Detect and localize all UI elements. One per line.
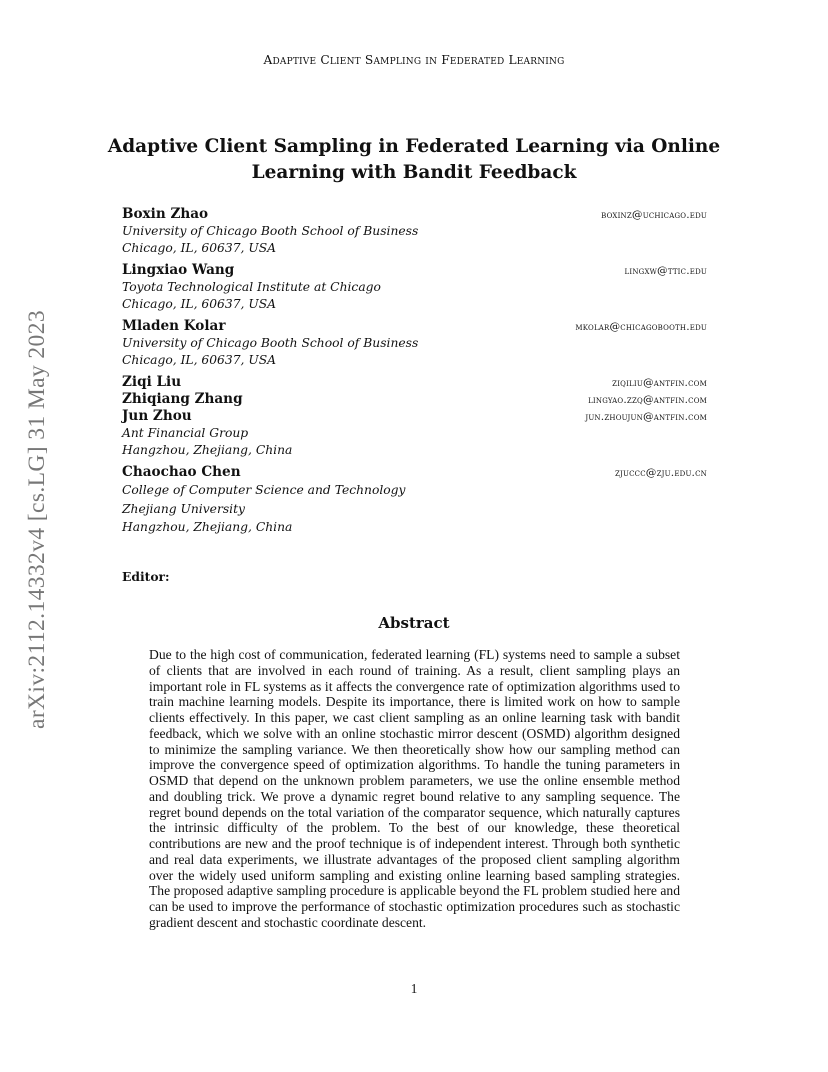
author-address: Chicago, IL, 60637, USA bbox=[122, 353, 277, 367]
arxiv-stamp bbox=[22, 279, 52, 760]
author-name: Ziqi Liu bbox=[122, 374, 182, 390]
author-email: boxinz@uchicago.edu bbox=[601, 209, 707, 221]
author-name: Jun Zhou bbox=[122, 408, 192, 424]
author-email: mkolar@chicagobooth.edu bbox=[575, 321, 707, 333]
author-block bbox=[122, 262, 707, 313]
abstract-heading: Abstract bbox=[378, 614, 450, 632]
author-affiliation: College of Computer Science and Technology bbox=[122, 483, 406, 497]
paper-title bbox=[100, 134, 728, 186]
author-block bbox=[122, 318, 707, 369]
author-name: Boxin Zhao bbox=[122, 206, 209, 222]
author-address: Hangzhou, Zhejiang, China bbox=[122, 520, 293, 534]
author-affiliation: University of Chicago Booth School of Business bbox=[122, 336, 419, 350]
author-block bbox=[122, 206, 707, 257]
author-block-group bbox=[122, 374, 707, 459]
author-name: Chaochao Chen bbox=[122, 464, 241, 480]
author-affiliation: Ant Financial Group bbox=[122, 426, 249, 440]
author-affiliation: Toyota Technological Institute at Chicago bbox=[122, 280, 381, 294]
author-address: Hangzhou, Zhejiang, China bbox=[122, 443, 293, 457]
author-email: lingyao.zzq@antfin.com bbox=[588, 394, 707, 406]
editor-label: Editor: bbox=[122, 569, 170, 584]
author-name: Lingxiao Wang bbox=[122, 262, 235, 278]
author-name: Zhiqiang Zhang bbox=[122, 391, 243, 407]
author-email: ziqiliu@antfin.com bbox=[612, 377, 707, 389]
author-affiliation: Zhejiang University bbox=[122, 501, 245, 516]
title-line: Learning with Bandit Feedback bbox=[251, 162, 577, 183]
author-block bbox=[122, 464, 707, 537]
author-affiliation: University of Chicago Booth School of Business bbox=[122, 224, 419, 238]
page-number: 1 bbox=[410, 981, 418, 996]
abstract-body: Due to the high cost of communication, federated learning (FL) systems need to sample a subset of clients that are involved in each round of training. As a result, client sampling plays an important role in FL systems as it affects the convergence rate of optimization algorithms used to train machine learning models. Despite its importance, there is limited work on how to sample clients effectively. In this paper, we cast client sampling as an online learning task with bandit feedback, which we solve with an online stochastic mirror descent (OSMD) algorithm designed to minimize the sampling variance. We then theoretically show how our sampling method can improve the convergence speed of optimization algorithms. To handle the tuning parameters in OSMD that depend on the unknown problem parameters, we use the online ensemble method and doubling trick. We prove a dynamic regret bound relative to any sampling sequence. The regret bound depends on the total variation of the comparator sequence, which naturally captures the intrinsic difficulty of the problem. To the best of our knowledge, these theoretical contributions are new and the proof technique is of independent interest. Through both synthetic and real data experiments, we illustrate advantages of the proposed client sampling algorithm over the widely used uniform sampling and existing online learning based sampling strategies. The proposed adaptive sampling procedure is applicable beyond the FL problem studied here and can be used to improve the performance of stochastic optimization procedures such as stochastic gradient descent and stochastic coordinate descent. bbox=[149, 647, 680, 930]
author-email: zjuccc@zju.edu.cn bbox=[614, 467, 707, 479]
author-name: Mladen Kolar bbox=[122, 318, 226, 334]
author-email: jun.zhoujun@antfin.com bbox=[585, 411, 707, 423]
title-line: Adaptive Client Sampling in Federated Learning via Online bbox=[107, 136, 721, 157]
author-address: Chicago, IL, 60637, USA bbox=[122, 297, 277, 311]
author-email: lingxw@ttic.edu bbox=[624, 265, 707, 277]
running-head: Adaptive Client Sampling in Federated Learning bbox=[263, 53, 565, 67]
arxiv-identifier: arXiv:2112.14332v4 [cs.LG] 31 May 2023 bbox=[23, 310, 50, 729]
author-address: Chicago, IL, 60637, USA bbox=[122, 241, 277, 255]
